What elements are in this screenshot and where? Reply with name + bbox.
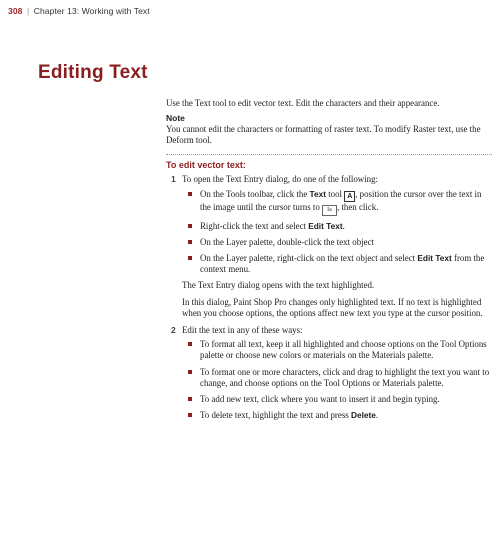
list-item bbox=[182, 221, 492, 232]
header-separator: | bbox=[26, 6, 30, 16]
ui-term: Text bbox=[309, 188, 326, 199]
ui-term: Edit Text bbox=[417, 252, 452, 263]
intro-paragraph: Use the Text tool to edit vector text. Edit the characters and their appearance. bbox=[166, 98, 440, 108]
text-cursor-icon: Ia bbox=[322, 205, 337, 216]
list-item bbox=[182, 339, 492, 361]
list-item bbox=[182, 189, 492, 216]
list-item bbox=[182, 237, 492, 248]
page-number: 308 bbox=[8, 6, 23, 16]
text-tool-icon: A bbox=[344, 191, 355, 202]
step-2 bbox=[166, 325, 492, 336]
section-divider bbox=[166, 154, 492, 155]
bullet-text: To format one or more characters, click and drag to highlight the text you want to change, and choose options on the Tool Options or Materials palette. bbox=[200, 366, 490, 388]
bullet-marker bbox=[188, 256, 192, 260]
step-2-options bbox=[166, 339, 492, 421]
bullet-text: To add new text, click where you want to insert it and begin typing. bbox=[200, 393, 440, 404]
bullet-text: On the Layer palette, right-click on the text object and select bbox=[200, 252, 418, 263]
bullet-text: . bbox=[342, 220, 345, 231]
note-label: Note bbox=[166, 113, 185, 124]
list-item bbox=[182, 253, 492, 275]
bullet-text: . bbox=[375, 409, 379, 420]
bullet-text: tool bbox=[325, 188, 345, 199]
list-item bbox=[182, 410, 492, 421]
step-text: To open the Text Entry dialog, do one of the following: bbox=[182, 174, 379, 185]
step-number: 1 bbox=[171, 174, 176, 185]
ui-term: Edit Text bbox=[308, 220, 343, 231]
bullet-text: from the context menu. bbox=[200, 252, 485, 274]
note-text: You cannot edit the characters or formatting of raster text. To modify Raster text, use the Deform tool. bbox=[166, 124, 481, 146]
page-body bbox=[166, 98, 492, 426]
bullet-marker bbox=[188, 397, 192, 401]
bullet-marker bbox=[188, 413, 192, 417]
bullet-text: , then click. bbox=[337, 201, 379, 212]
bullet-marker bbox=[188, 342, 192, 346]
step-number: 2 bbox=[171, 325, 176, 336]
list-item bbox=[182, 367, 492, 389]
step-1-result: The Text Entry dialog opens with the text highlighted. bbox=[182, 279, 375, 290]
bullet-marker bbox=[188, 240, 192, 244]
bullet-text: On the Layer palette, double-click the text object bbox=[200, 236, 374, 247]
ui-term: Delete bbox=[350, 409, 376, 420]
bullet-marker bbox=[188, 192, 192, 196]
bullet-text: To delete text, highlight the text and press bbox=[200, 409, 351, 420]
step-1-explanation: In this dialog, Paint Shop Pro changes only highlighted text. If no text is highlighted when you choose options, the options affect new text you type at the cursor position. bbox=[182, 297, 483, 319]
bullet-marker bbox=[188, 370, 192, 374]
bullet-marker bbox=[188, 224, 192, 228]
bullet-text: Right-click the text and select bbox=[200, 220, 309, 231]
bullet-text: On the Tools toolbar, click the bbox=[200, 188, 310, 199]
step-text: Edit the text in any of these ways: bbox=[182, 325, 303, 336]
list-item bbox=[182, 394, 492, 405]
bullet-text: , position the cursor over the text in the image until the cursor turns to bbox=[200, 188, 482, 212]
running-header bbox=[8, 6, 150, 16]
bullet-text: To format all text, keep it all highlighted and choose options on the Tool Options palette or choose new colors or materials on the Materials palette. bbox=[200, 339, 487, 361]
chapter-title: Chapter 13: Working with Text bbox=[33, 6, 150, 16]
procedure-title: To edit vector text: bbox=[166, 160, 246, 171]
section-heading: Editing Text bbox=[38, 62, 148, 83]
step-1-options bbox=[166, 189, 492, 275]
step-1 bbox=[166, 174, 492, 185]
